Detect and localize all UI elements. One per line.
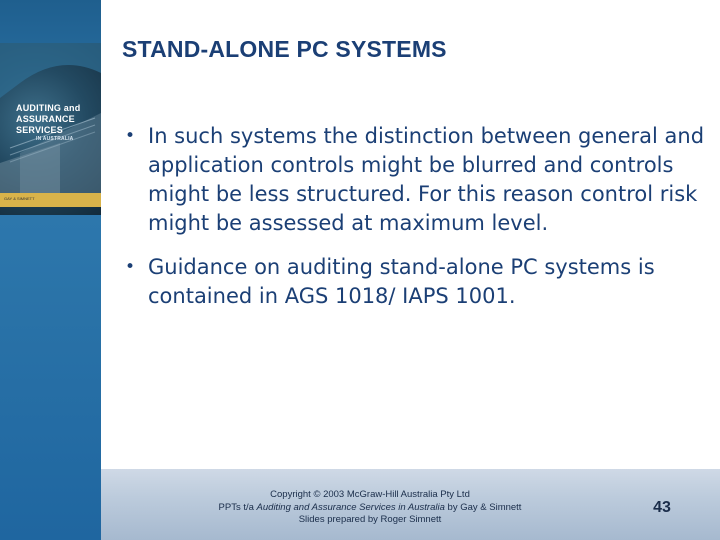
slide-title: STAND-ALONE PC SYSTEMS	[122, 36, 447, 62]
bullet-list	[122, 122, 712, 311]
footer-ppts: PPTs t/a Auditing and Assurance Services in Australia by Gay & Simnett	[218, 501, 522, 513]
bullet-item	[122, 122, 712, 238]
book-subtitle: IN AUSTRALIA	[36, 136, 74, 142]
bullet-dot-icon: •	[125, 126, 136, 146]
footer-credits	[170, 489, 570, 527]
bullet-text: Guidance on auditing stand-alone PC systems is contained in AGS 1018/ IAPS 1001.	[148, 255, 655, 308]
slide-number: 43	[653, 499, 671, 516]
book-title-line1: AUDITING and	[16, 103, 81, 113]
book-cover-image	[0, 43, 101, 215]
bullet-dot-icon: •	[125, 257, 136, 277]
footer-prepared-by: Slides prepared by Roger Simnett	[298, 514, 442, 525]
bullet-text: In such systems the distinction between general and application controls might be blurred and controls might be less structured. For this reason control risk might be assessed at maximum level.	[148, 124, 705, 235]
book-title-line3: SERVICES	[16, 125, 63, 135]
bullet-item	[122, 253, 712, 311]
footer-copyright: Copyright © 2003 McGraw-Hill Australia Pty Ltd	[270, 489, 470, 500]
book-title-line2: ASSURANCE	[16, 114, 75, 124]
book-authors: GAY & SIMNETT	[4, 196, 35, 201]
